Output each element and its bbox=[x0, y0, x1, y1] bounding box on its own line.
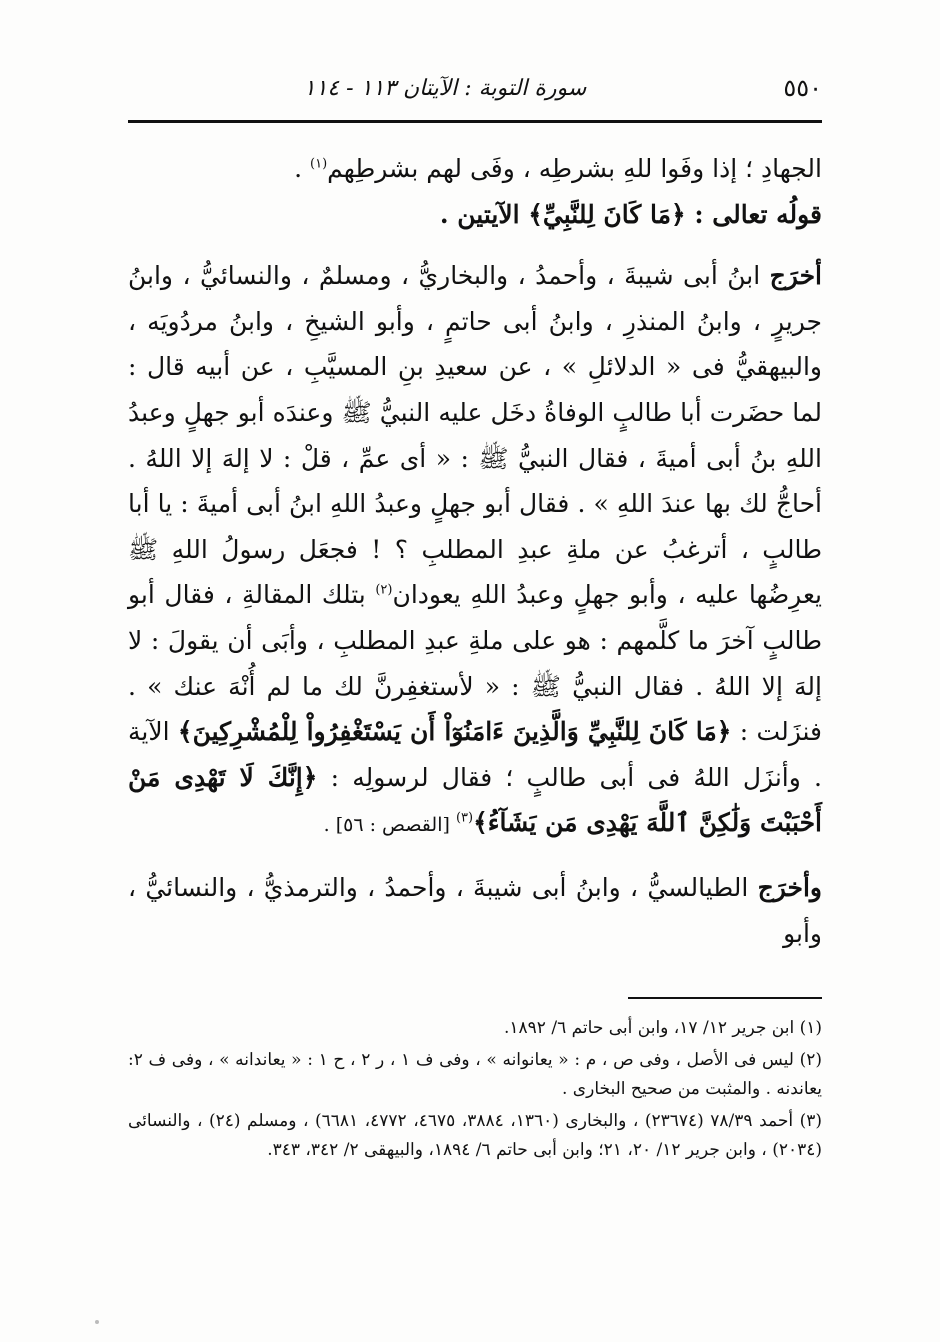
main-text bbox=[128, 146, 822, 956]
heading-quran: ﴿مَا كَانَ لِلنَّبِيِّ﴾ bbox=[528, 199, 686, 229]
footnote-marker-1: (١) bbox=[310, 156, 328, 172]
page-header bbox=[128, 70, 822, 110]
heading-suffix: الآيتين . bbox=[439, 199, 529, 229]
paragraph-1-text-b: بتلك المقالةِ ، فقال أبو طالبٍ آخرَ ما كلَّمهم : هو على ملةِ عبدِ المطلبِ ، وأبَى أن يقولَ : لا إلهَ إلا اللهُ . فقال النبيُّ ﷺ : « لأستغفِرنَّ لك ما لم أُنْهَ عنك » . فنزَلت : bbox=[128, 580, 823, 747]
paragraph-gap bbox=[128, 849, 822, 865]
continuation-line: الجهادِ ؛ إذا وفَوا للهِ بشرطِه ، وفَى لهم بشرطِهم$^{(١)}$ . bbox=[294, 154, 822, 183]
paragraph-1-lead: أخرَج bbox=[769, 261, 822, 291]
paragraph-2 bbox=[128, 865, 822, 956]
footnote-2: (٢) ليس فى الأصل ، وفى ص ، م : « يعانوانه » ، وفى ف ١ ، ر ٢ ، ح ١ : « يعاندانه » ، وفى ف ٢: يعاندنه . والمثبت من صحيح البخارى . bbox=[128, 1049, 822, 1099]
quran-verse-2: ﴿إِنَّكَ لَا تَهْدِى مَنْ أَحْبَبْتَ وَلَٰكِنَّ ٱللَّهَ يَهْدِى مَن يَشَآءُ﴾ bbox=[128, 762, 822, 838]
continuation-text: الجهادِ ؛ إذا وفَوا للهِ بشرطِه ، وفَى لهم بشرطِهم bbox=[327, 154, 822, 183]
paragraph-2-lead: وأخرَج bbox=[757, 872, 822, 902]
quran-verse-1: ﴿مَا كَانَ لِلنَّبِيِّ وَالَّذِينَ ءَامَنُوٓاْ أَن يَسْتَغْفِرُواْ لِلْمُشْرِكِينَ﴾ bbox=[177, 717, 732, 747]
verse-reference: [القصص : ٥٦] . bbox=[323, 814, 456, 837]
paragraph-2-text: الطيالسيُّ ، وابنُ أبى شيبةَ ، وأحمدُ ، والترمذيُّ ، والنسائيُّ ، وأبو bbox=[128, 872, 822, 948]
paragraph-1 bbox=[128, 253, 822, 849]
footnote-rule bbox=[628, 997, 822, 999]
paragraph-1-text-a: ابنُ أبى شيبةَ ، وأحمدُ ، والبخاريُّ ، ومسلمٌ ، والنسائيُّ ، وابنُ جريرٍ ، وابنُ المنذرِ ، وابنُ أبى حاتمٍ ، وأبو الشيخِ ، وابنُ مردُويَه ، والبيهقيُّ فى « الدلائلِ » ، عن سعيدِ بنِ المسيَّبِ ، عن أبيه قال : لما حضَرت أبا طالبٍ الوفاةُ دخَل عليه النبيُّ ﷺ وعندَه أبو جهلٍ وعبدُ اللهِ بنُ أبى أميةَ ، فقال النبيُّ ﷺ : « أى عمِّ ، قلْ : لا إلهَ إلا اللهُ . أحاجُّ لك بها عندَ اللهِ » . فقال أبو جهلٍ وعبدُ اللهِ ابنُ أبى أميةَ : يا أبا طالبٍ ، أترغبُ عن ملةِ عبدِ المطلبِ ؟ ! فجعَل رسولُ اللهِ ﷺ يعرِضُها عليه ، وأبو جهلٍ وعبدُ اللهِ يعودان bbox=[128, 261, 822, 610]
footnote-marker-2: (٢) bbox=[375, 583, 393, 599]
footnotes bbox=[128, 1014, 822, 1168]
paragraph-gap bbox=[128, 237, 822, 253]
paragraph-1-text-c: الآية . وأنزَل اللهُ فى أبى طالبٍ ؛ فقال لرسولِه : bbox=[128, 717, 822, 792]
heading-prefix: قولُه تعالى : bbox=[685, 199, 822, 229]
footnote-3: (٣) أحمد ٧٨/٣٩ (٢٣٦٧٤) ، والبخارى (١٣٦٠، ٣٨٨٤، ٤٦٧٥، ٤٧٧٢، ٦٦٨١) ، ومسلم (٢٤) ، والنسائى (٢٠٣٤) ، وابن جرير ١٢/ ٢٠، ٢١؛ وابن أبى حاتم ٦/ ١٨٩٤، والبيهقى ٢/ ٣٤٢، ٣٤٣. bbox=[128, 1110, 822, 1160]
footnote-1: (١) ابن جرير ١٢/ ١٧، وابن أبى حاتم ٦/ ١٨٩٢. bbox=[504, 1018, 822, 1038]
section-heading bbox=[128, 192, 822, 238]
running-title: سورة التوبة : الآيتان ١١٣ - ١١٤ bbox=[303, 76, 587, 101]
header-rule bbox=[128, 120, 822, 123]
page-number: ٥٥٠ bbox=[783, 74, 822, 102]
scan-speck bbox=[95, 1320, 99, 1324]
footnote-marker-3: (٣) bbox=[455, 810, 474, 826]
